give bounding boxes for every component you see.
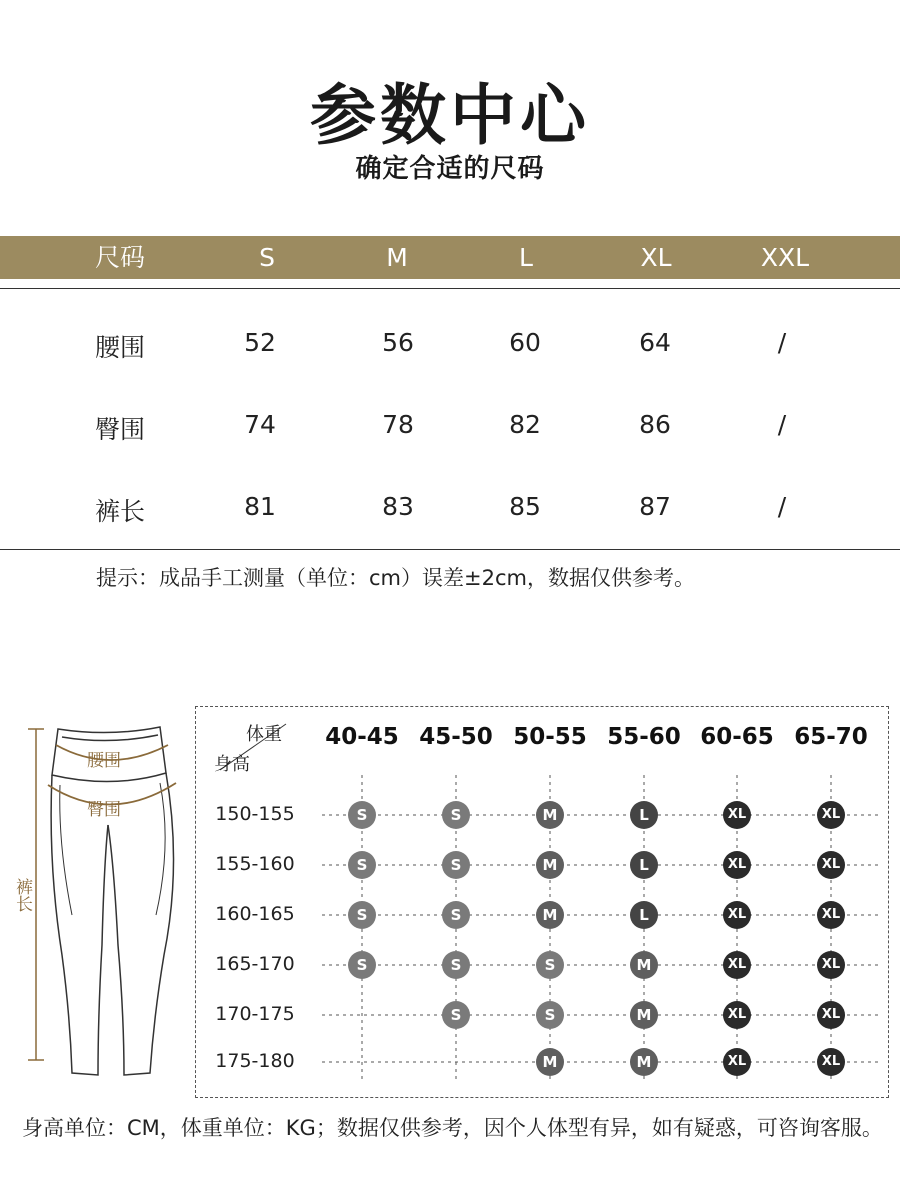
size-badge: M: [630, 1001, 658, 1029]
size-badge: L: [630, 901, 658, 929]
hip-label: 臀围: [87, 800, 121, 820]
corner-height-label: 身高: [214, 754, 250, 775]
page-subtitle: 确定合适的尺码: [355, 154, 545, 184]
height-row-label: 155-160: [215, 853, 295, 875]
height-row-label: 160-165: [215, 903, 295, 925]
weight-column-label: 50-55: [513, 724, 587, 750]
height-row-label: 150-155: [215, 803, 295, 825]
size-badge: M: [630, 951, 658, 979]
height-row-label: 170-175: [215, 1003, 295, 1025]
size-badge: S: [442, 901, 470, 929]
weight-column-label: 40-45: [325, 724, 399, 750]
table-cell: /: [777, 328, 787, 357]
table-cell: 78: [382, 410, 414, 439]
table-cell: 60: [509, 328, 541, 357]
size-badge: S: [536, 951, 564, 979]
length-label: 裤长: [12, 878, 32, 912]
header-size-xxl: XXL: [760, 243, 810, 272]
table-cell: 85: [509, 492, 541, 521]
table-cell: 86: [639, 410, 671, 439]
size-badge: S: [348, 851, 376, 879]
size-badge: XL: [723, 1001, 751, 1029]
size-badge: XL: [817, 1001, 845, 1029]
footer-note: 身高单位：CM，体重单位：KG；数据仅供参考，因个人体型有异，如有疑惑，可咨询客服。: [22, 1116, 883, 1140]
size-badge: XL: [817, 901, 845, 929]
table-cell: 52: [244, 328, 276, 357]
table-cell: /: [777, 410, 787, 439]
weight-column-label: 55-60: [607, 724, 681, 750]
size-badge: M: [536, 1048, 564, 1076]
size-badge: XL: [723, 901, 751, 929]
header-size-l: L: [519, 243, 533, 272]
size-badge: S: [348, 951, 376, 979]
header-size-label: 尺码: [94, 243, 145, 272]
size-badge: M: [630, 1048, 658, 1076]
table-cell: /: [777, 492, 787, 521]
size-badge: XL: [817, 951, 845, 979]
size-badge: S: [442, 851, 470, 879]
size-badge: M: [536, 801, 564, 829]
page-title: 参数中心: [310, 77, 590, 154]
size-badge: S: [536, 1001, 564, 1029]
waist-label: 腰围: [87, 751, 121, 771]
corner-weight-label: 体重: [246, 724, 282, 745]
row-label: 裤长: [94, 497, 145, 526]
size-badge: S: [348, 801, 376, 829]
size-badge: S: [442, 801, 470, 829]
table-cell: 87: [639, 492, 671, 521]
weight-column-label: 60-65: [700, 724, 774, 750]
size-badge: S: [442, 951, 470, 979]
header-size-xl: XL: [640, 243, 672, 272]
size-badge: M: [536, 901, 564, 929]
size-badge: L: [630, 851, 658, 879]
size-badge: XL: [817, 801, 845, 829]
row-label: 臀围: [94, 415, 145, 444]
size-badge: XL: [723, 1048, 751, 1076]
table-cell: 82: [509, 410, 541, 439]
size-badge: S: [442, 1001, 470, 1029]
header-size-m: M: [386, 243, 408, 272]
table-cell: 81: [244, 492, 276, 521]
weight-column-label: 45-50: [419, 724, 493, 750]
table-cell: 64: [639, 328, 671, 357]
size-badge: M: [536, 851, 564, 879]
table-cell: 56: [382, 328, 414, 357]
size-badge: XL: [817, 1048, 845, 1076]
size-badge: L: [630, 801, 658, 829]
table-cell: 83: [382, 492, 414, 521]
size-badge: XL: [817, 851, 845, 879]
row-label: 腰围: [94, 333, 145, 362]
header-size-s: S: [259, 243, 275, 272]
size-badge: XL: [723, 851, 751, 879]
measure-note: 提示：成品手工测量（单位：cm）误差±2cm，数据仅供参考。: [96, 566, 695, 590]
weight-column-label: 65-70: [794, 724, 868, 750]
table-cell: 74: [244, 410, 276, 439]
height-row-label: 165-170: [215, 953, 295, 975]
size-badge: XL: [723, 801, 751, 829]
size-badge: XL: [723, 951, 751, 979]
height-row-label: 175-180: [215, 1050, 295, 1072]
size-badge: S: [348, 901, 376, 929]
